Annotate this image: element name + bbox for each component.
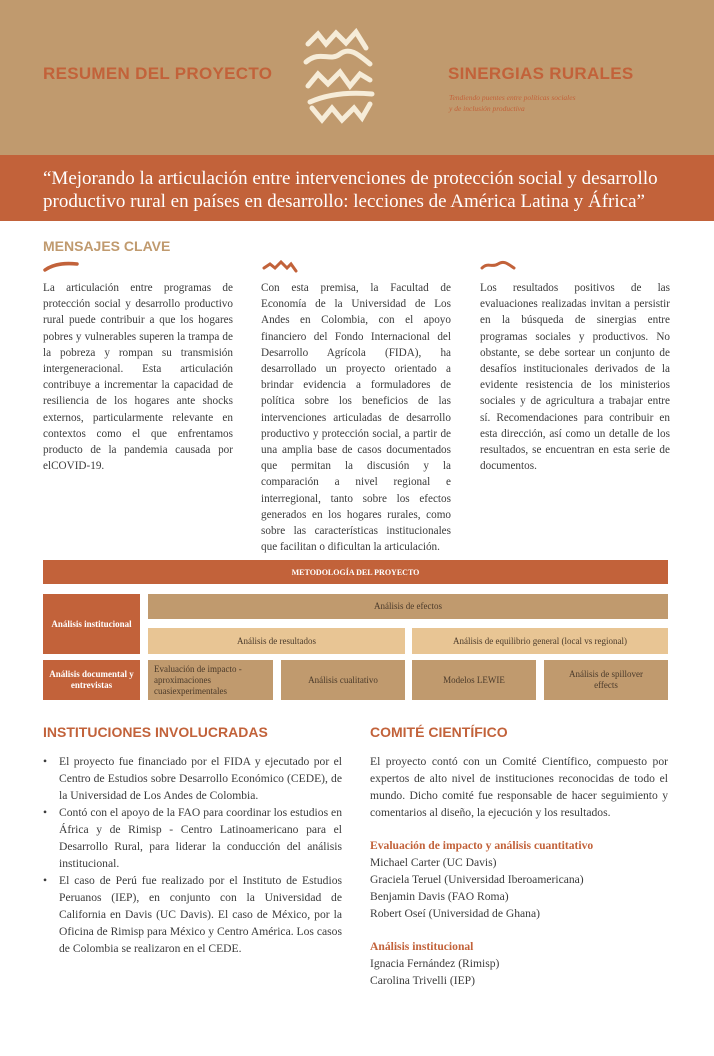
lewie-models-box: Modelos LEWIE (412, 660, 536, 700)
committee-section (370, 753, 668, 989)
institutions-list (43, 753, 342, 957)
wave-icon (480, 258, 520, 274)
brush-stroke-icon (43, 258, 83, 274)
list-item: • El caso de Perú fue realizado por el Instituto de Estudios Peruanos (IEP), en conjunto con la Universidad de California en Davis (UC Davis). El caso de México, por la Oficina de Rimisp para México y Centro América. Los casos de Colombia se realizaron en el CEDE. (43, 872, 342, 957)
tagline-line: y de inclusión productiva (449, 104, 525, 113)
institutional-analysis-box: Análisis institucional (43, 594, 140, 654)
key-messages-heading: MENSAJES CLAVE (43, 238, 171, 254)
key-message-1: La articulación entre programas de protección social y desarrollo productivo rural puede contribuir a que los hogares pobres y vulnerables superen la trampa de la pobreza y rompan su transmisión intergeneracional. Esta articulación contribuye a incrementar la capacidad de resiliencia de los hogares ante shocks externos, particularmente relevante en contextos como el que enfrentamos producto de la pandemia causada por elCOVID-19. (43, 282, 233, 473)
committee-intro: El proyecto contó con un Comité Científico, compuesto por expertos de alto nivel de instituciones reconocidas de todo el mundo. Dicho comité fue responsable de hacer seguimiento y comentarios al diseño, la ejecución y los resultados. (370, 755, 668, 819)
effects-analysis-box: Análisis de efectos (148, 594, 668, 619)
member: Benjamin Davis (FAO Roma) (370, 890, 509, 903)
tagline-line: Tendiendo puentes entre políticas sociales (449, 93, 576, 102)
committee-heading: COMITÉ CIENTÍFICO (370, 724, 508, 740)
methodology-title: METODOLOGÍA DEL PROYECTO (43, 560, 668, 584)
impact-evaluation-box: Evaluación de impacto - aproximaciones cuasiexperimentales (148, 660, 273, 700)
list-item: • Contó con el apoyo de la FAO para coordinar los estudios en África y de Rimisp - Centro Latinoamericano para el Desarrollo Rural, para liderar la conducción del análisis institucional. (43, 804, 342, 872)
list-item: • El proyecto fue financiado por el FIDA y ejecutado por el Centro de Estudios sobre Desarrollo Económico (CEDE), de la Universidad de Los Andes de Colombia. (43, 753, 342, 804)
institutions-heading: INSTITUCIONES INVOLUCRADAS (43, 724, 268, 740)
member: Ignacia Fernández (Rimisp) (370, 957, 500, 970)
equilibrium-analysis-box: Análisis de equilibrio general (local vs regional) (412, 628, 668, 654)
member: Michael Carter (UC Davis) (370, 856, 497, 869)
key-message-3: Los resultados positivos de las evaluaciones realizadas invitan a persistir en la búsqueda de sinergias entre programas sociales y productivos. No obstante, se debe sortear un conjunto de desafíos institucionales derivados de la evidente resistencia de los ministerios sociales y de agricultura a trabajar entre sí. Recomendaciones para contribuir en esta dirección, así como un detalle de los resultados, se encuentran en esta serie de documentos. (480, 282, 670, 473)
qualitative-analysis-box: Análisis cualitativo (281, 660, 405, 700)
header (0, 0, 714, 158)
key-message-2: Con esta premisa, la Facultad de Economía de la Universidad de Los Andes en Colombia, con el apoyo financiero del Fondo Internacional del Desarrollo Agrícola (FIDA), ha desarrollado un proyecto orientado a brindar evidencia a formuladores de política sobre los beneficios de las intervenciones articuladas de desarrollo productivo y protección social, a partir de una amplia base de casos documentados que permitan la discusión y la comparación a nivel regional e interregional, tanto sobre los efectos generados en los hogares rurales, como sobre las características institucionales que facilitan o dificultan la articulación. (261, 282, 451, 554)
page-title: “Mejorando la articulación entre intervenciones de protección social y desarrollo productivo rural en países en desarrollo: lecciones de América Latina y África” (43, 168, 658, 212)
spillover-analysis-box: Análisis de spillover effects (544, 660, 668, 700)
member: Robert Oseí (Universidad de Ghana) (370, 907, 540, 920)
results-analysis-box: Análisis de resultados (148, 628, 405, 654)
documental-analysis-box: Análisis documental y entrevistas (43, 660, 140, 700)
brand-name: SINERGIAS RURALES (448, 64, 634, 83)
sinergias-logo (300, 28, 382, 124)
document-type: RESUMEN DEL PROYECTO (43, 64, 273, 83)
zigzag-icon (262, 258, 302, 274)
impact-group-heading: Evaluación de impacto y análisis cuantitativo (370, 839, 594, 852)
member: Graciela Teruel (Universidad Iberoamericana) (370, 873, 584, 886)
institutional-group-heading: Análisis institucional (370, 940, 474, 953)
brand-tagline (449, 92, 609, 114)
member: Carolina Trivelli (IEP) (370, 974, 475, 987)
